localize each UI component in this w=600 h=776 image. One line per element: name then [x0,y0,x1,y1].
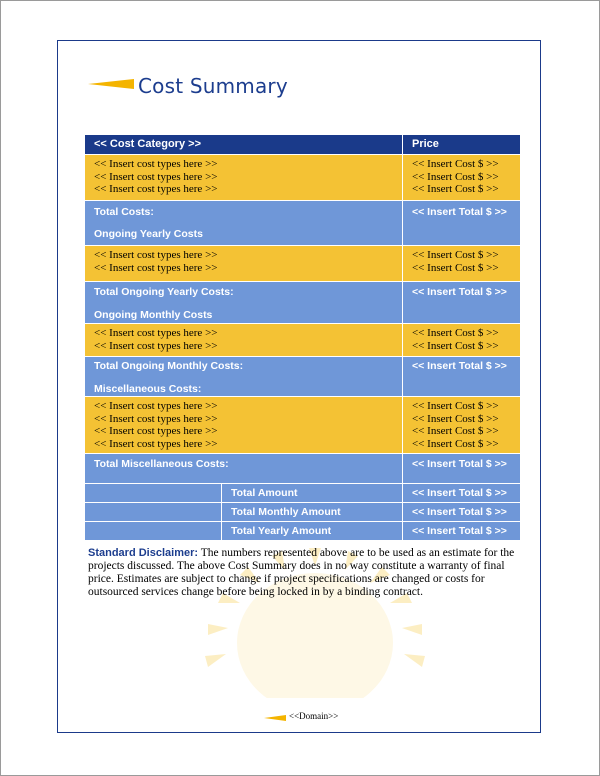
total-value-placeholder[interactable]: << Insert Total $ >> [412,458,507,470]
total-monthly-label: Total Ongoing Monthly Costs: [94,360,244,372]
footer-accent-icon [264,715,286,721]
cost-value-placeholder[interactable]: << Insert Cost $ >> [412,425,499,437]
cost-items-row [85,155,521,201]
cost-type-placeholder[interactable]: << Insert cost types here >> [94,339,218,352]
total-value-placeholder[interactable]: << Insert Total $ >> [412,286,507,298]
cost-type-placeholder[interactable]: << Insert cost types here >> [94,327,218,339]
disclaimer-paragraph [88,547,528,599]
cost-type-placeholder[interactable]: << Insert cost types here >> [94,437,218,450]
total-yearly-label: Total Ongoing Yearly Costs: [94,286,234,298]
disclaimer-text: The numbers represented above are to be used as an estimate for the projects discussed. The above Cost Summary does in no way constitute a warranty of final price. Estimates are subject to change if project specifications are changed or costs for outsourced services change before being locked in by a binding contract. [88,547,515,598]
summary-label: Total Yearly Amount [222,522,403,541]
section-heading-ongoing-yearly: Ongoing Yearly Costs [94,228,203,240]
summary-spacer [85,503,222,522]
cost-items-row [85,324,521,357]
cost-items-row [85,246,521,282]
summary-value-placeholder[interactable]: << Insert Total $ >> [403,503,521,522]
page-title: Cost Summary [138,74,288,98]
cost-type-placeholder[interactable]: << Insert cost types here >> [94,400,218,412]
total-misc-row [85,454,521,484]
total-misc-label: Total Miscellaneous Costs: [94,458,229,470]
total-monthly-row [85,357,521,397]
cost-type-placeholder[interactable]: << Insert cost types here >> [94,425,218,437]
cost-type-placeholder[interactable]: << Insert cost types here >> [94,412,218,425]
cost-type-placeholder[interactable]: << Insert cost types here >> [94,170,218,183]
cost-value-placeholder[interactable]: << Insert Cost $ >> [412,400,499,412]
total-costs-label: Total Costs: [94,206,154,218]
disclaimer-label: Standard Disclaimer: [88,547,199,559]
cost-type-placeholder[interactable]: << Insert cost types here >> [94,158,218,170]
cost-value-placeholder[interactable]: << Insert Cost $ >> [412,249,499,261]
cost-value-placeholder[interactable]: << Insert Cost $ >> [412,327,499,339]
cost-value-placeholder[interactable]: << Insert Cost $ >> [412,183,499,195]
summary-row [85,522,521,541]
cost-type-placeholder[interactable]: << Insert cost types here >> [94,261,218,274]
summary-value-placeholder[interactable]: << Insert Total $ >> [403,484,521,503]
header-price: Price [403,135,521,155]
header-cost-category: << Cost Category >> [85,135,403,155]
section-heading-ongoing-monthly: Ongoing Monthly Costs [94,309,213,321]
total-yearly-row [85,282,521,324]
cost-value-placeholder[interactable]: << Insert Cost $ >> [412,158,499,170]
cost-value-placeholder[interactable]: << Insert Cost $ >> [412,261,499,274]
cost-value-placeholder[interactable]: << Insert Cost $ >> [412,339,499,352]
section-heading-miscellaneous: Miscellaneous Costs: [94,383,202,395]
summary-label: Total Amount [222,484,403,503]
cost-value-placeholder[interactable]: << Insert Cost $ >> [412,412,499,425]
cost-summary-table [84,134,521,541]
total-value-placeholder[interactable]: << Insert Total $ >> [412,360,507,372]
summary-value-placeholder[interactable]: << Insert Total $ >> [403,522,521,541]
summary-spacer [85,484,222,503]
table-header-row [85,135,521,155]
cost-value-placeholder[interactable]: << Insert Cost $ >> [412,437,499,450]
cost-type-placeholder[interactable]: << Insert cost types here >> [94,183,218,195]
footer-domain: <<Domain>> [289,711,339,721]
cost-items-row [85,397,521,454]
summary-spacer [85,522,222,541]
summary-row [85,503,521,522]
summary-row [85,484,521,503]
cost-type-placeholder[interactable]: << Insert cost types here >> [94,249,218,261]
title-accent-icon [88,79,134,89]
total-value-placeholder[interactable]: << Insert Total $ >> [412,206,507,218]
total-costs-row [85,201,521,246]
cost-value-placeholder[interactable]: << Insert Cost $ >> [412,170,499,183]
summary-label: Total Monthly Amount [222,503,403,522]
